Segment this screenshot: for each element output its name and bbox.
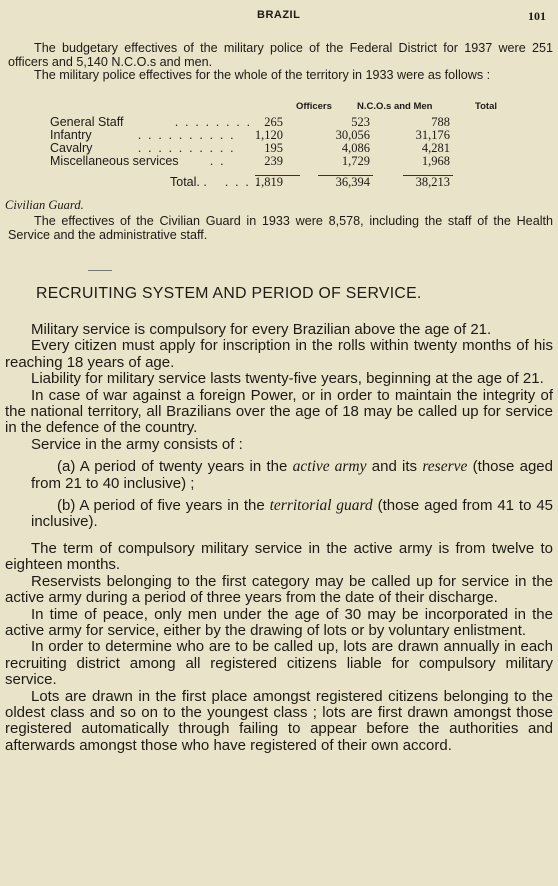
section-divider: [88, 270, 112, 271]
page-number: 101: [528, 9, 546, 23]
cell-total: 4,281: [421, 141, 450, 155]
paragraph: Lots are drawn in the first place amongst registered citizens belonging to the oldest class and so on to the youngest class ; lots are first drawn amongst those registered automatically through failing to appear before the authorities and afterwards amongst those who have registered of their own accord.: [5, 687, 553, 754]
table-header-row: [50, 101, 550, 115]
civilian-guard-paragraph: The effectives of the Civilian Guard in 1933 were 8,578, including the staff of the Health Service and the administrative staff.: [8, 214, 553, 242]
section-heading: RECRUITING SYSTEM AND PERIOD OF SERVICE.: [36, 285, 422, 302]
table-total-row: [50, 175, 550, 188]
leader-dots: . . . . . . . . . .: [138, 141, 236, 155]
intro-paragraphs: [8, 42, 553, 83]
table-row: [50, 115, 550, 128]
paragraph: In time of peace, only men under the age of 30 may be incorporated in the active army for service, either by the drawing of lots or by voluntary enlistment.: [5, 605, 553, 639]
leader-dots: . .: [210, 154, 226, 168]
column-rule-officers: [255, 175, 300, 176]
civilian-guard-heading: Civilian Guard.: [5, 198, 84, 212]
column-rule-ncos: [318, 175, 373, 176]
cell-officers: 1,120: [254, 128, 283, 142]
leader-dots: . . . . . . . . . .: [138, 128, 236, 142]
leader-dots: . . . .: [225, 175, 261, 189]
running-title: BRAZIL: [257, 9, 301, 21]
intro-paragraph-1: The budgetary effectives of the military police of the Federal District for 1937 were 251 officers and 5,140 N.C.O.s and men.: [8, 41, 553, 69]
column-rule-total: [403, 175, 453, 176]
cell-officers: 265: [264, 115, 283, 129]
row-label: Cavalry: [50, 141, 93, 155]
intro-paragraph-2: The military police effectives for the whole of the territory in 1933 were as follows :: [34, 68, 491, 82]
paragraph: Military service is compulsory for every Brazilian above the age of 21.: [31, 321, 492, 338]
cell-total: 1,968: [421, 154, 450, 168]
paragraph: The term of compulsory military service in the active army is from twelve to eighteen months.: [5, 539, 553, 574]
cell-officers: 239: [264, 154, 283, 168]
paragraph: Service in the army consists of :: [31, 435, 243, 453]
table-row: [50, 141, 550, 154]
paragraph: In order to determine who are to be called up, lots are drawn annually in each recruiting district among all registered citizens liable for compulsory military service.: [5, 638, 553, 689]
column-header-ncos: N.C.O.s and Men: [357, 101, 433, 112]
total-officers: 1,819: [254, 175, 283, 189]
main-text: [5, 322, 553, 754]
table-spacer: [50, 167, 550, 175]
table-row: [50, 154, 550, 167]
paragraph: In case of war against a foreign Power, or in order to maintain the integrity of the national territory, all Brazilians over the age of 18 may be called up for service in the defence of the country.: [5, 386, 553, 437]
paragraph: Reservists belonging to the first category may be called up for service in the active army during a period of three years from the date of their discharge.: [5, 572, 553, 607]
paragraph: Liability for military service lasts twenty-five years, beginning at the age of 21.: [31, 370, 544, 388]
running-header: [0, 9, 558, 25]
list-item-b: (b) A period of five years in the territorial guard (those aged from 41 to 45 inclusive).: [31, 497, 553, 531]
row-label: Infantry: [50, 128, 92, 142]
cell-ncos: 523: [351, 115, 370, 129]
cell-officers: 195: [264, 141, 283, 155]
cell-ncos: 1,729: [341, 154, 370, 168]
total-label: Total. .: [170, 175, 207, 189]
table-row: [50, 128, 550, 141]
column-header-officers: Officers: [296, 101, 332, 112]
effectives-table: [50, 101, 550, 188]
cell-ncos: 30,056: [335, 128, 370, 142]
cell-total: 31,176: [415, 128, 450, 142]
civilian-guard-text-block: [8, 215, 553, 242]
row-label: General Staff: [50, 115, 124, 129]
cell-total: 788: [431, 115, 450, 129]
column-header-total: Total: [475, 101, 497, 112]
paragraph: Every citizen must apply for inscription in the rolls within twenty months of his reaching 18 years of age.: [5, 337, 553, 371]
cell-ncos: 4,086: [341, 141, 370, 155]
row-label: Miscellaneous services: [50, 154, 179, 168]
leader-dots: . . . . . . . .: [175, 115, 252, 129]
total-total: 38,213: [415, 175, 450, 189]
total-ncos: 36,394: [335, 175, 370, 189]
list-item-a: (a) A period of twenty years in the active army and its reserve (those aged from 21 to 40 inclusive) ;: [31, 458, 553, 492]
